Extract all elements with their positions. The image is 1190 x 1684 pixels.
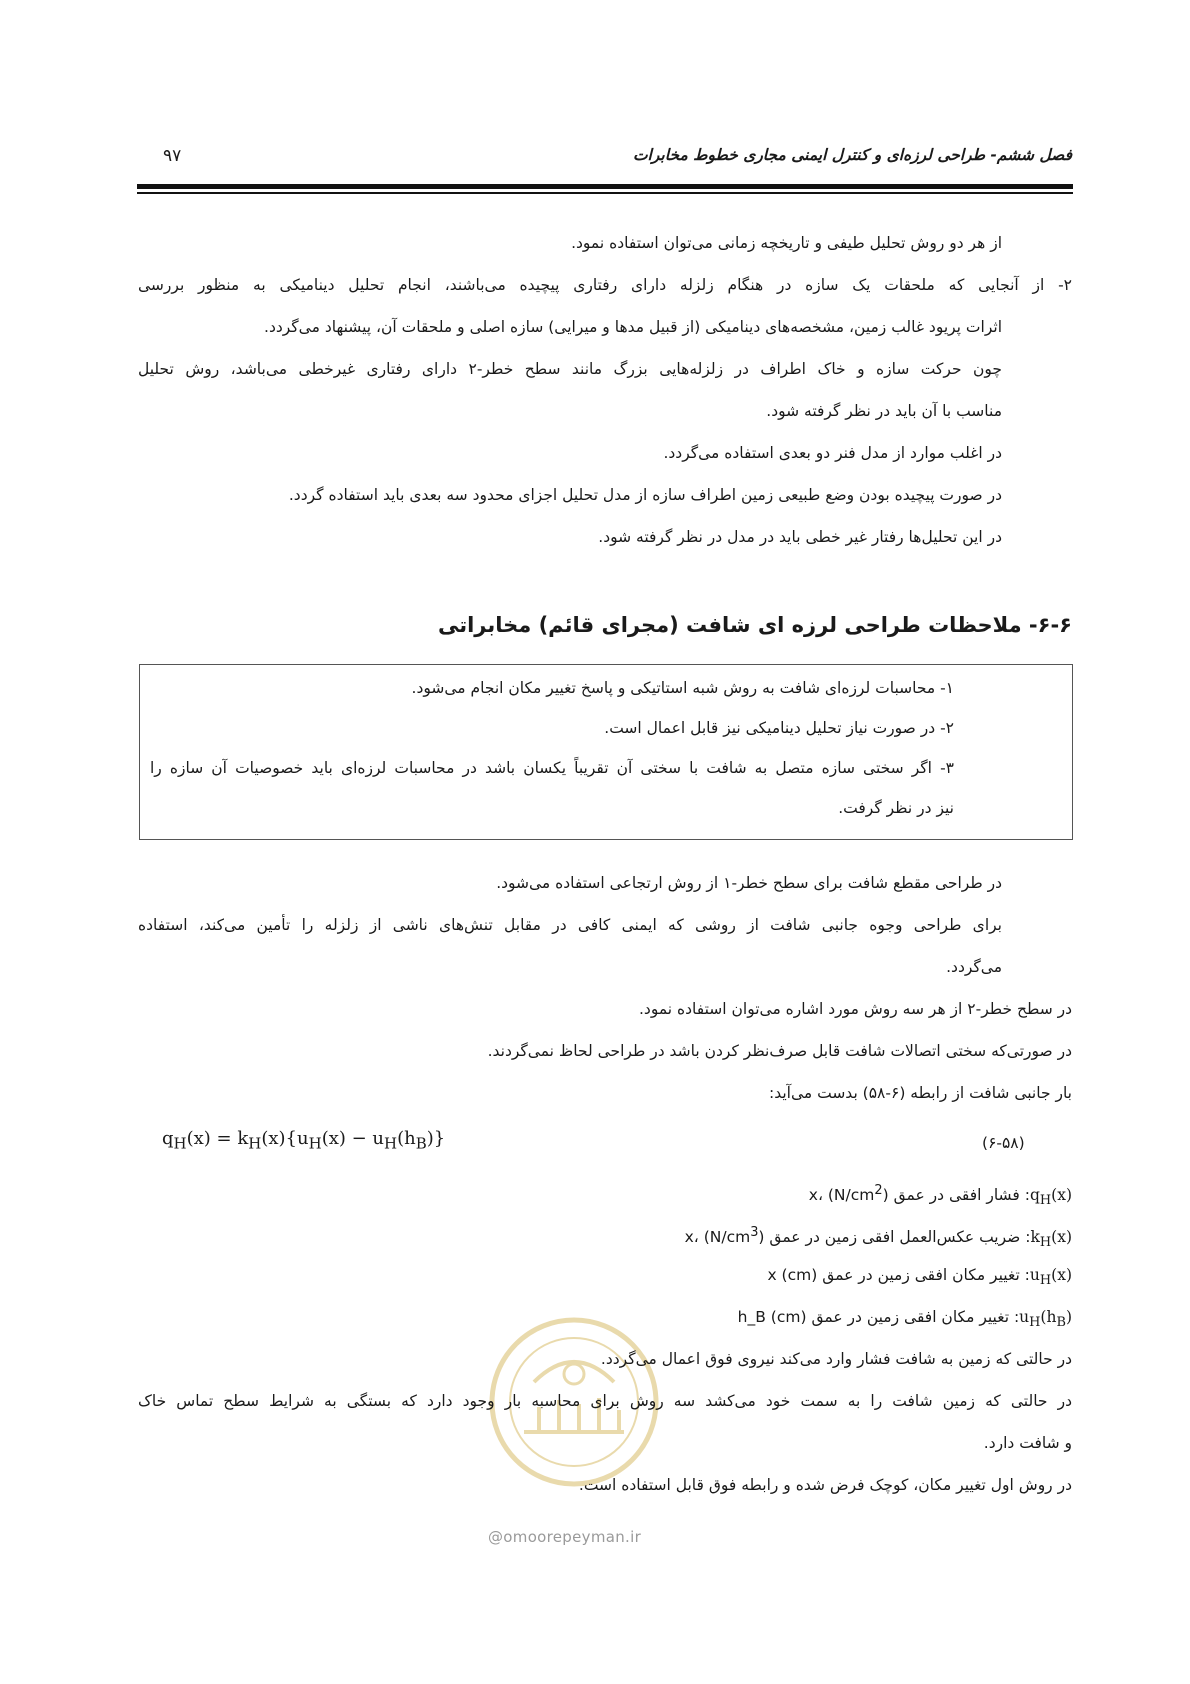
- box-line: ۲- در صورت نیاز تحلیل دینامیکی نیز قابل اعمال است.: [604, 719, 954, 737]
- intro-line: ۲- از آنجایی که ملحقات یک سازه در هنگام زلزله دارای رفتاری پیچیده می‌باشند، انجام تحلیل دینامیکی به منظور بررسی: [138, 276, 1072, 294]
- closing-line: در حالتی که زمین شافت را به سمت خود می‌کشد سه روش برای محاسبه بار وجود دارد که بستگی به شرایط سطح تماس خاک: [138, 1392, 1072, 1410]
- closing-line: و شافت دارد.: [983, 1434, 1072, 1452]
- intro-line: اثرات پریود غالب زمین، مشخصه‌های دینامیکی (از قبیل مدها و میرایی) سازه اصلی و ملحقات آن، پیشنهاد می‌گردد.: [264, 318, 1002, 336]
- definition-item: $u_H(h_B)$: تغییر مکان افقی زمین در عمق h_B (cm): [737, 1308, 1072, 1331]
- intro-line: مناسب با آن باید در نظر گرفته شود.: [766, 402, 1002, 420]
- summary-box: [139, 664, 1073, 840]
- body-line: برای طراحی وجوه جانبی شافت از روشی که ایمنی کافی در مقابل تنش‌های ناشی از زلزله را تأمین می‌کند، استفاده: [138, 916, 1002, 934]
- intro-line: در اغلب موارد از مدل فنر دو بعدی استفاده می‌گردد.: [663, 444, 1002, 462]
- unit-close: ): [758, 1228, 765, 1247]
- intro-line: در صورت پیچیده بودن وضع طبیعی زمین اطراف سازه از مدل تحلیل اجزای محدود سه بعدی باید استفاده گردد.: [288, 486, 1002, 504]
- unit-exponent: 2: [874, 1183, 883, 1198]
- unit-close: ): [882, 1186, 889, 1205]
- header-rule-thin: [137, 192, 1073, 194]
- equation-58: $q_H(x) = k_H(x)\{u_H(x) - u_H(h_B)\}$: [162, 1128, 446, 1153]
- closing-line: در حالتی که زمین به شافت فشار وارد می‌کند نیروی فوق اعمال می‌گردد.: [600, 1350, 1072, 1368]
- definition-item: $k_H(x)$: ضریب عکس‌العمل افقی زمین در عمق x، $(N/cm^3)$: [684, 1225, 1072, 1251]
- unit-exponent: 3: [750, 1225, 759, 1240]
- box-line: نیز در نظر گرفت.: [838, 799, 954, 817]
- body-line: بار جانبی شافت از رابطه (۶-۵۸) بدست می‌آید:: [768, 1084, 1072, 1102]
- equation-number: (۶-۵۸): [982, 1134, 1025, 1152]
- definition-item: $u_H(x)$: تغییر مکان افقی زمین در عمق x (cm): [767, 1266, 1072, 1289]
- body-line: در طراحی مقطع شافت برای سطح خطر-۱ از روش ارتجاعی استفاده می‌شود.: [496, 874, 1002, 892]
- box-line: ۳- اگر سختی سازه متصل به شافت با سختی آن تقریباً یکسان باشد در محاسبات لرزه‌ای باید خصوصیات آن سازه را: [150, 759, 954, 777]
- intro-line: در این تحلیل‌ها رفتار غیر خطی باید در مدل در نظر گرفته شود.: [598, 528, 1002, 546]
- definition-item: $q_H(x)$: فشار افقی در عمق x، $(N/cm^2)$: [808, 1183, 1072, 1209]
- body-line: در صورتی‌که سختی اتصالات شافت قابل صرف‌نظر کردن باشد در طراحی لحاظ نمی‌گردند.: [487, 1042, 1072, 1060]
- intro-line: چون حرکت سازه و خاک اطراف در زلزله‌هایی بزرگ مانند سطح خطر-۲ دارای رفتاری غیرخطی می‌باشد، روش تحلیل: [138, 360, 1002, 378]
- body-line: در سطح خطر-۲ از هر سه روش مورد اشاره می‌توان استفاده نمود.: [639, 1000, 1072, 1018]
- header-rule-thick: [137, 184, 1073, 189]
- section-heading: ۶-۶- ملاحظات طراحی لرزه ای شافت (مجرای قائم) مخابراتی: [437, 613, 1072, 637]
- running-header: فصل ششم- طراحی لرزه‌ای و کنترل ایمنی مجاری خطوط مخابرات: [632, 146, 1072, 164]
- box-line: ۱- محاسبات لرزه‌ای شافت به روش شبه استاتیکی و پاسخ تغییر مکان انجام می‌شود.: [411, 679, 954, 697]
- page-number: ۹۷: [163, 146, 182, 166]
- body-line: می‌گردد.: [946, 958, 1002, 976]
- definition-text: : تغییر مکان افقی زمین در عمق h_B (cm): [737, 1308, 1020, 1326]
- watermark-url: @omoorepeyman.ir: [488, 1528, 642, 1546]
- definition-text: : تغییر مکان افقی زمین در عمق x (cm): [767, 1266, 1030, 1284]
- closing-line: در روش اول تغییر مکان، کوچک فرض شده و رابطه فوق قابل استفاده است.: [578, 1476, 1072, 1494]
- definition-text: : فشار افقی در عمق x، (N/cm: [808, 1186, 1030, 1205]
- definition-text: : ضریب عکس‌العمل افقی زمین در عمق x، (N/cm: [684, 1228, 1031, 1247]
- intro-line: از هر دو روش تحلیل طیفی و تاریخچه زمانی می‌توان استفاده نمود.: [571, 234, 1002, 252]
